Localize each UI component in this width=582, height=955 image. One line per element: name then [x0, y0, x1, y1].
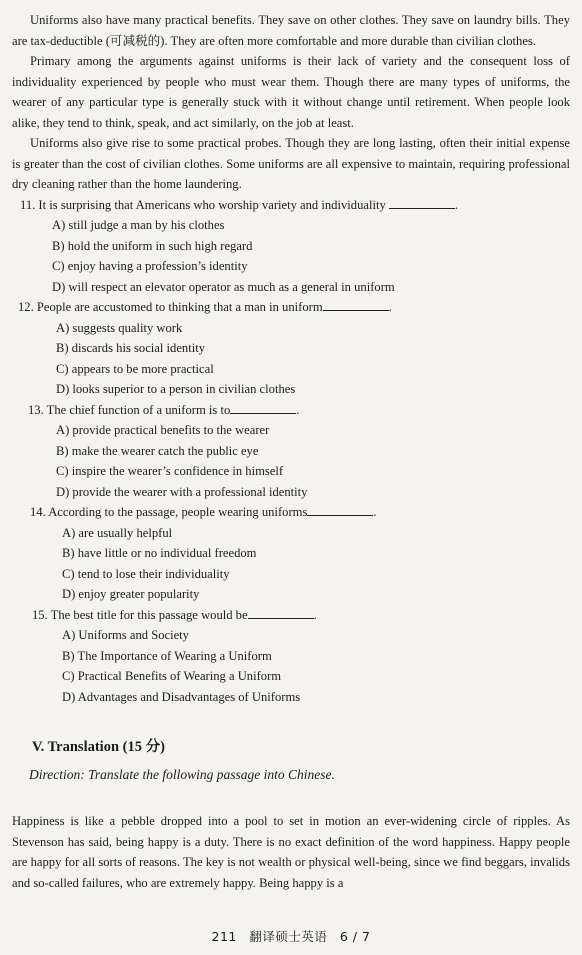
question-11: [12, 195, 570, 298]
option-a: A) Uniforms and Society: [62, 628, 189, 642]
option-a: A) provide practical benefits to the wearer: [56, 423, 270, 437]
option-a: A) suggests quality work: [56, 320, 183, 335]
question-stem: 13. The chief function of a uniform is to .: [28, 402, 300, 417]
option-a: A) are usually helpful: [62, 525, 173, 540]
question-14: [12, 502, 570, 605]
answer-blank: [307, 503, 373, 516]
question-stem: 11. It is surprising that Americans who worship variety and individuality .: [20, 197, 459, 212]
option-c: C) Practical Benefits of Wearing a Uniform: [62, 669, 282, 683]
passage-text: Uniforms also have many practical benefits. They save on other clothes. They save on laundry bills. They are tax-deductible (可减税的). They are often more comfortable and more durable than civilian clothes.: [12, 13, 570, 48]
option-b: B) have little or no individual freedom: [62, 546, 257, 560]
option-c: C) tend to lose their individuality: [62, 566, 230, 581]
option-d: D) will respect an elevator operator as much as a general in uniform: [52, 279, 395, 294]
section-direction: Direction: Translate the following passage into Chinese.: [29, 767, 335, 782]
option-c: C) inspire the wearer’s confidence in himself: [56, 464, 284, 478]
exam-code: 211: [211, 929, 237, 944]
page-number: 6 / 7: [339, 929, 371, 944]
answer-blank: [323, 298, 389, 311]
option-a: A) still judge a man by his clothes: [52, 218, 225, 232]
question-stem: 14. According to the passage, people wearing uniforms .: [30, 505, 377, 519]
option-c: C) enjoy having a profession’s identity: [52, 259, 248, 273]
option-d: D) looks superior to a person in civilian clothes: [56, 382, 296, 396]
option-b: B) discards his social identity: [56, 341, 206, 355]
answer-blank: [230, 401, 296, 414]
option-b: B) make the wearer catch the public eye: [56, 443, 259, 458]
option-c: C) appears to be more practical: [56, 361, 214, 376]
option-d: D) Advantages and Disadvantages of Uniforms: [62, 689, 301, 704]
translation-passage: Happiness is like a pebble dropped into a pool to set in motion an ever-widening circle of ripples. As Stevenson has said, being happy is a duty. There is no exact definition of the word happiness. Happy people are happy for all sorts of reasons. The key is not wealth or physical well-being, since we find beggars, invalids and so-called failures, who are extremely happy. Being happy is a: [12, 814, 570, 890]
option-b: B) The Importance of Wearing a Uniform: [62, 648, 272, 663]
question-13: [12, 400, 570, 503]
question-15: [12, 605, 570, 708]
passage-paragraph-2: [12, 51, 570, 133]
option-d: D) provide the wearer with a professional identity: [56, 484, 308, 499]
question-stem: 15. The best title for this passage would be .: [32, 607, 317, 622]
page-footer: [0, 927, 582, 945]
passage-text: Uniforms also give rise to some practical probes. Though they are long lasting, often their initial expense is greater than the cost of civilian clothes. Some uniforms are all expensive to maintain, requiring professional dry cleaning rather than the home laundering.: [12, 136, 570, 191]
section-title: V. Translation (15 分): [32, 739, 165, 755]
option-b: B) hold the uniform in such high regard: [52, 238, 253, 253]
option-d: D) enjoy greater popularity: [62, 587, 200, 601]
passage-text: Primary among the arguments against uniforms is their lack of variety and the consequent loss of individuality experienced by people who must wear them. Though there are many types of uniforms, the wearer of any particular type is generally stuck with it without change until retirement. When people look alike, they tend to think, speak, and act similarly, on the job at least.: [12, 54, 570, 130]
passage-paragraph-1: [12, 10, 570, 51]
exam-subject: 翻译硕士英语: [249, 929, 328, 944]
answer-blank: [389, 196, 455, 209]
passage-paragraph-3: [12, 133, 570, 195]
answer-blank: [248, 606, 314, 619]
question-12: [12, 297, 570, 400]
question-stem: 12. People are accustomed to thinking that a man in uniform .: [18, 300, 392, 314]
